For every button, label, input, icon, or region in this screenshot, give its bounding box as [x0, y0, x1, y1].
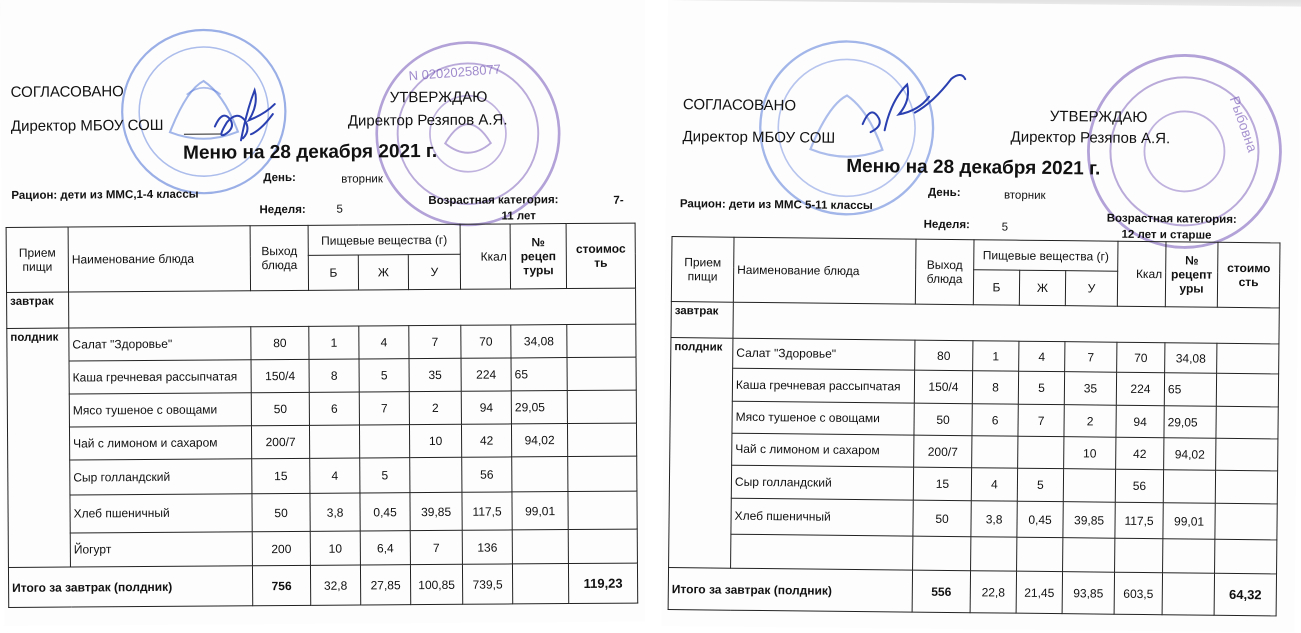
header-fats: Ж [358, 255, 408, 290]
dish-cost [567, 324, 636, 357]
dish-recipe [1163, 539, 1215, 574]
dish-yield: 200/7 [914, 435, 972, 468]
breakfast-empty-row [69, 288, 636, 328]
approved-by: Директор Резяпов А.Я. [347, 111, 508, 130]
header-fats: Ж [1019, 270, 1065, 305]
menu-sheet-right [661, 0, 1301, 633]
day-value: вторник [1003, 189, 1046, 202]
header-meal: Прием пищи [6, 227, 68, 292]
dish-carbs: 39,85 [1063, 502, 1115, 539]
dish-yield: 50 [914, 403, 972, 436]
total-carbs: 93,85 [1062, 572, 1114, 615]
total-fats: 27,85 [360, 565, 410, 605]
dish-cost [567, 390, 636, 423]
header-kcal: Ккал [460, 224, 510, 289]
dish-recipe: 94,02 [511, 424, 567, 457]
total-fats: 21,45 [1016, 571, 1062, 613]
menu-title: Меню на 28 декабря 2021 г. [183, 140, 438, 164]
week-label: Неделя: [923, 218, 970, 232]
dish-fats: 5 [1018, 371, 1064, 404]
total-recipe [512, 564, 568, 604]
dish-carbs [1063, 538, 1115, 573]
header-dish: Наименование блюда [68, 226, 250, 292]
dish-yield: 15 [913, 467, 971, 501]
total-proteins: 22,8 [970, 571, 1016, 613]
total-kcal: 603,5 [1114, 572, 1162, 615]
week-value: 5 [336, 203, 343, 216]
total-cost: 119,23 [568, 563, 637, 603]
dish-cost [1217, 343, 1279, 374]
dish-recipe [512, 457, 568, 492]
dish-carbs [410, 457, 462, 492]
dish-proteins: 3,8 [971, 501, 1017, 537]
day-value: вторник [341, 173, 383, 186]
dish-carbs: 7 [410, 530, 462, 564]
dish-kcal: 42 [1116, 437, 1164, 470]
meal-snack: полдник [669, 338, 733, 569]
dish-cost [1215, 503, 1277, 540]
header-recipe: № рецеп туры [510, 224, 566, 289]
header-yield: Выход блюда [250, 225, 308, 290]
meal-breakfast: завтрак [671, 302, 733, 339]
header-nutrients: Пищевые вещества (г) [308, 224, 460, 255]
dish-yield: 200 [252, 531, 310, 565]
dish-proteins: 1 [309, 326, 359, 359]
dish-recipe: 65 [1164, 373, 1216, 407]
menu-table [6, 223, 639, 608]
agreed-by: Директор МБОУ СОШ [10, 116, 164, 135]
dish-name: Мясо тушеное с овощами [732, 401, 914, 435]
stamp-word: Рыбовна [1226, 93, 1262, 155]
dish-name: Сыр голландский [731, 465, 913, 500]
agreed-label: СОГЛАСОВАНО [10, 83, 124, 101]
dish-cost [567, 423, 636, 456]
approve-label: УТВЕРЖДАЮ [389, 88, 488, 107]
ration: Рацион: дети из ММС,1-4 классы [11, 188, 199, 202]
total-carbs: 100,85 [410, 564, 462, 604]
dish-yield: 50 [913, 500, 971, 537]
menu-sheet-left [0, 0, 649, 626]
dish-name: Салат "Здоровье" [69, 327, 251, 361]
dish-cost [1215, 470, 1277, 504]
agreed-by: Директор МБОУ СОШ [682, 128, 836, 147]
dish-yield: 80 [915, 340, 973, 371]
dish-cost [1216, 438, 1278, 471]
age-category-label: Возрастная категория: [428, 194, 559, 208]
total-kcal: 739,5 [462, 564, 512, 604]
dish-fats: 6,4 [360, 531, 410, 565]
dish-recipe: 99,01 [1163, 503, 1215, 540]
dish-proteins [972, 436, 1018, 468]
dish-kcal: 94 [1116, 405, 1164, 438]
dish-kcal: 117,5 [1115, 502, 1163, 539]
dish-recipe [1163, 470, 1215, 504]
header-proteins: Б [973, 270, 1019, 305]
menu-table [668, 236, 1281, 616]
dish-proteins: 6 [972, 404, 1018, 436]
dish-proteins: 1 [973, 341, 1019, 371]
dish-kcal: 224 [1116, 372, 1164, 406]
week-value: 5 [1001, 221, 1009, 234]
dish-proteins: 10 [310, 531, 360, 565]
dish-carbs [1063, 469, 1115, 503]
dish-fats: 0,45 [360, 493, 410, 531]
total-label: Итого за завтрак (полдник) [668, 568, 912, 613]
dish-carbs: 10 [409, 424, 461, 457]
dish-proteins [309, 425, 359, 458]
header-proteins: Б [308, 255, 358, 290]
approved-by: Директор Резяпов А.Я. [1010, 128, 1171, 148]
dish-kcal: 70 [1117, 342, 1165, 373]
dish-carbs: 35 [1064, 372, 1116, 406]
signature-underline [184, 133, 222, 134]
dish-recipe: 34,08 [1165, 343, 1217, 374]
dish-name: Чай с лимоном и сахаром [69, 426, 251, 460]
dish-fats: 5 [360, 458, 410, 493]
dish-proteins: 4 [310, 458, 360, 493]
dish-proteins: 6 [309, 392, 359, 425]
dish-fats: 5 [1017, 468, 1063, 501]
dish-kcal: 117,5 [462, 492, 512, 530]
total-label: Итого за завтрак (полдник) [8, 566, 252, 608]
dish-name: Хлеб пшеничный [70, 494, 252, 533]
header-meal: Прием пищи [671, 237, 734, 303]
dish-yield: 15 [252, 458, 310, 493]
dish-cost [1216, 406, 1278, 439]
dish-fats: 7 [359, 392, 409, 425]
dish-fats: 7 [1018, 404, 1064, 436]
dish-cost [1216, 373, 1278, 407]
dish-fats: 0,45 [1017, 501, 1063, 537]
week-label: Неделя: [259, 203, 306, 217]
dish-carbs: 7 [409, 325, 461, 358]
dish-proteins: 8 [309, 359, 359, 392]
dish-recipe: 29,05 [1164, 406, 1216, 439]
dish-name: Чай с лимоном и сахаром [732, 433, 914, 467]
dish-name: Салат "Здоровье" [733, 338, 915, 370]
age-category-value-a: 7- [613, 194, 624, 207]
dish-yield: 200/7 [251, 425, 309, 458]
total-proteins: 32,8 [310, 565, 360, 605]
total-cost: 64,32 [1214, 573, 1276, 616]
dish-cost [568, 456, 637, 491]
dish-name: Сыр голландский [70, 459, 252, 495]
round-stamp-blue [756, 37, 938, 219]
dish-name: Хлеб пшеничный [731, 498, 913, 536]
total-yield: 756 [252, 565, 310, 605]
breakfast-empty-row [733, 302, 1279, 344]
stamp-number: N 02020258077 [408, 61, 502, 84]
dish-fats [1018, 436, 1064, 468]
dish-yield: 150/4 [914, 370, 972, 404]
dish-kcal: 70 [461, 325, 511, 358]
dish-name [731, 534, 913, 570]
dish-kcal: 136 [462, 530, 512, 564]
dish-carbs: 10 [1064, 437, 1116, 470]
dish-proteins: 8 [972, 371, 1018, 404]
total-recipe [1162, 573, 1214, 616]
dish-cost [568, 529, 637, 563]
dish-recipe: 99,01 [512, 492, 568, 530]
dish-cost [1215, 539, 1277, 574]
header-carbs: У [1065, 271, 1117, 307]
dish-kcal: 224 [461, 358, 511, 391]
dish-kcal [1115, 538, 1163, 573]
dish-kcal: 56 [462, 457, 512, 492]
dish-carbs: 2 [1064, 405, 1116, 438]
menu-title: Меню на 28 декабря 2021 г. [846, 155, 1101, 180]
header-nutrients: Пищевые вещества (г) [974, 240, 1118, 272]
dish-cost [568, 491, 637, 529]
day-label: День: [927, 186, 961, 200]
ration: Рацион: дети из ММС 5-11 классы [679, 198, 873, 213]
dish-yield: 150/4 [251, 359, 309, 392]
header-dish: Наименование блюда [733, 237, 916, 304]
dish-kcal: 94 [461, 391, 511, 424]
dish-proteins [971, 537, 1017, 571]
dish-kcal: 42 [461, 424, 511, 457]
header-carbs: У [408, 254, 460, 289]
day-label: День: [263, 171, 296, 185]
dish-name: Йогурт [70, 532, 252, 567]
dish-yield [913, 536, 971, 571]
dish-carbs: 7 [1065, 342, 1117, 373]
header-yield: Выход блюда [915, 239, 974, 305]
meal-snack: полдник [7, 328, 71, 567]
dish-recipe [512, 530, 568, 564]
dish-fats: 4 [1019, 341, 1065, 371]
meal-breakfast: завтрак [7, 292, 69, 328]
dish-proteins: 4 [971, 468, 1017, 501]
header-recipe: № рецепт уры [1165, 242, 1218, 308]
dish-carbs: 39,85 [410, 492, 462, 530]
dish-recipe: 94,02 [1164, 438, 1216, 471]
dish-name: Каша гречневая рассыпчатая [69, 360, 251, 394]
dish-recipe: 65 [511, 358, 567, 391]
header-cost: стоимо сть [1217, 242, 1280, 308]
dish-proteins: 3,8 [310, 493, 360, 531]
age-category-label: Возрастная категория: [1106, 212, 1237, 226]
age-category-value: 12 лет и старше [1121, 228, 1212, 242]
director-signature [856, 68, 977, 149]
dish-fats [359, 425, 409, 458]
dish-fats: 4 [359, 326, 409, 359]
dish-carbs: 2 [409, 391, 461, 424]
dish-fats [1017, 537, 1063, 571]
dish-carbs: 35 [409, 358, 461, 391]
dish-name: Каша гречневая рассыпчатая [732, 368, 914, 403]
dish-yield: 50 [251, 392, 309, 425]
approve-label: УТВЕРЖДАЮ [1049, 108, 1148, 127]
dish-yield: 80 [251, 326, 309, 359]
dish-name: Мясо тушеное с овощами [69, 393, 251, 427]
age-category-value-b: 11 лет [501, 210, 536, 223]
agreed-label: СОГЛАСОВАНО [682, 96, 797, 115]
total-yield: 556 [912, 570, 970, 613]
dish-kcal: 56 [1115, 469, 1163, 503]
dish-yield: 50 [252, 493, 310, 531]
header-kcal: Ккал [1117, 241, 1166, 306]
dish-cost [567, 357, 636, 390]
dish-fats: 5 [359, 359, 409, 392]
header-cost: стоимос ть [566, 223, 635, 288]
dish-recipe: 34,08 [511, 325, 567, 358]
dish-recipe: 29,05 [511, 391, 567, 424]
